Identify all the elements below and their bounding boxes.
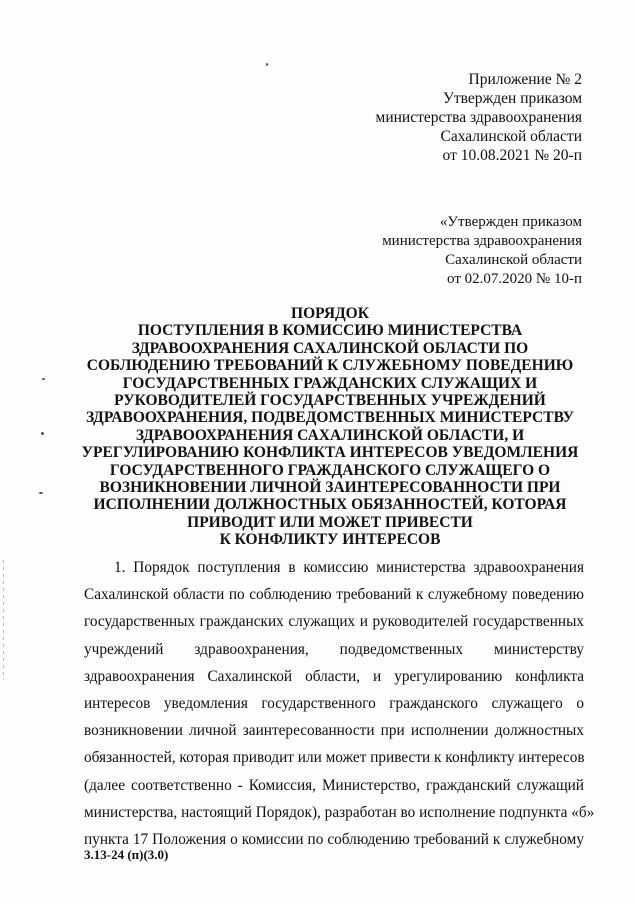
approval-line: Утвержден приказом xyxy=(442,90,582,107)
document-title xyxy=(80,305,580,549)
title-line: СОБЛЮДЕНИЮ ТРЕБОВАНИЙ К СЛУЖЕБНОМУ ПОВЕДЕНИЮ xyxy=(86,357,574,375)
approval-line: Сахалинской области xyxy=(440,128,582,145)
approval-line: Приложение № 2 xyxy=(468,71,582,88)
title-line: УРЕГУЛИРОВАНИЮ КОНФЛИКТА ИНТЕРЕСОВ УВЕДОМЛЕНИЯ xyxy=(81,444,579,462)
body-line: здравоохранения Сахалинской области, и урегулированию конфликта xyxy=(84,667,584,685)
approval-line: от 10.08.2021 № 20-п xyxy=(442,147,582,164)
body-line: интересов уведомления государственного гражданского служащего о xyxy=(84,695,584,713)
scan-speck xyxy=(39,492,43,494)
title-line: ЗДРАВООХРАНЕНИЯ САХАЛИНСКОЙ ОБЛАСТИ ПО xyxy=(131,339,529,357)
scan-speck xyxy=(42,378,45,380)
body-line: пункта 17 Положения о комиссии по соблюдению требований к служебному xyxy=(84,831,584,849)
title-line: ПОСТУПЛЕНИЯ В КОМИССИЮ МИНИСТЕРСТВА xyxy=(137,322,523,340)
approval-line: «Утвержден приказом xyxy=(439,214,582,230)
body-paragraph xyxy=(84,554,595,853)
body-line: 1. Порядок поступления в комиссию министерства здравоохранения xyxy=(114,559,584,576)
title-line: ЗДРАВООХРАНЕНИЯ, ПОДВЕДОМСТВЕННЫХ МИНИСТЕРСТВУ xyxy=(85,409,575,427)
title-line: ПРИВОДИТ ИЛИ МОЖЕТ ПРИВЕСТИ xyxy=(187,513,473,531)
scan-speck xyxy=(266,63,268,66)
approval-line: Сахалинской области xyxy=(445,252,582,268)
approval-block-original xyxy=(382,213,582,289)
title-line: РУКОВОДИТЕЛЕЙ ГОСУДАРСТВЕННЫХ УЧРЕЖДЕНИЙ xyxy=(114,392,546,410)
approval-line: министерства здравоохранения xyxy=(382,233,582,249)
body-line: учреждений здравоохранения, подведомственных министерству xyxy=(84,640,584,658)
body-line: возникновении личной заинтересованности при исполнении должностных xyxy=(84,722,584,740)
title-line: К КОНФЛИКТУ ИНТЕРЕСОВ xyxy=(219,531,441,549)
title-line: ГОСУДАРСТВЕННОГО ГРАЖДАНСКОГО СЛУЖАЩЕГО О xyxy=(109,461,551,479)
approval-line: от 02.07.2020 № 10-п xyxy=(447,271,582,287)
title-line: ИСПОЛНЕНИИ ДОЛЖНОСТНЫХ ОБЯЗАННОСТЕЙ, КОТОРАЯ xyxy=(93,496,567,514)
document-code: 3.13-24 (п)(3.0) xyxy=(84,847,169,862)
approval-block-appendix xyxy=(376,70,582,165)
body-line: Сахалинской области по соблюдению требований к служебному поведению xyxy=(84,586,584,604)
title-line: ВОЗНИКНОВЕНИИ ЛИЧНОЙ ЗАИНТЕРЕСОВАННОСТИ ПРИ xyxy=(99,479,561,497)
title-line: ЗДРАВООХРАНЕНИЯ САХАЛИНСКОЙ ОБЛАСТИ, И xyxy=(135,426,525,444)
body-line: обязанностей, которая приводит или может привести к конфликту интересов xyxy=(84,749,585,767)
title-line: ГОСУДАРСТВЕННЫХ ГРАЖДАНСКИХ СЛУЖАЩИХ И xyxy=(122,374,538,392)
body-line: министерства, настоящий Порядок), разработан во исполнение подпункта «б» xyxy=(84,803,595,821)
approval-line: министерства здравоохранения xyxy=(375,109,582,126)
scan-speck xyxy=(41,432,44,435)
title-line: ПОРЯДОК xyxy=(291,305,369,322)
scan-edge-artifact xyxy=(3,560,4,680)
body-line: (далее соответственно - Комиссия, Министерство, гражданский служащий xyxy=(84,776,584,794)
body-line: государственных гражданских служащих и руководителей государственных xyxy=(84,613,584,631)
